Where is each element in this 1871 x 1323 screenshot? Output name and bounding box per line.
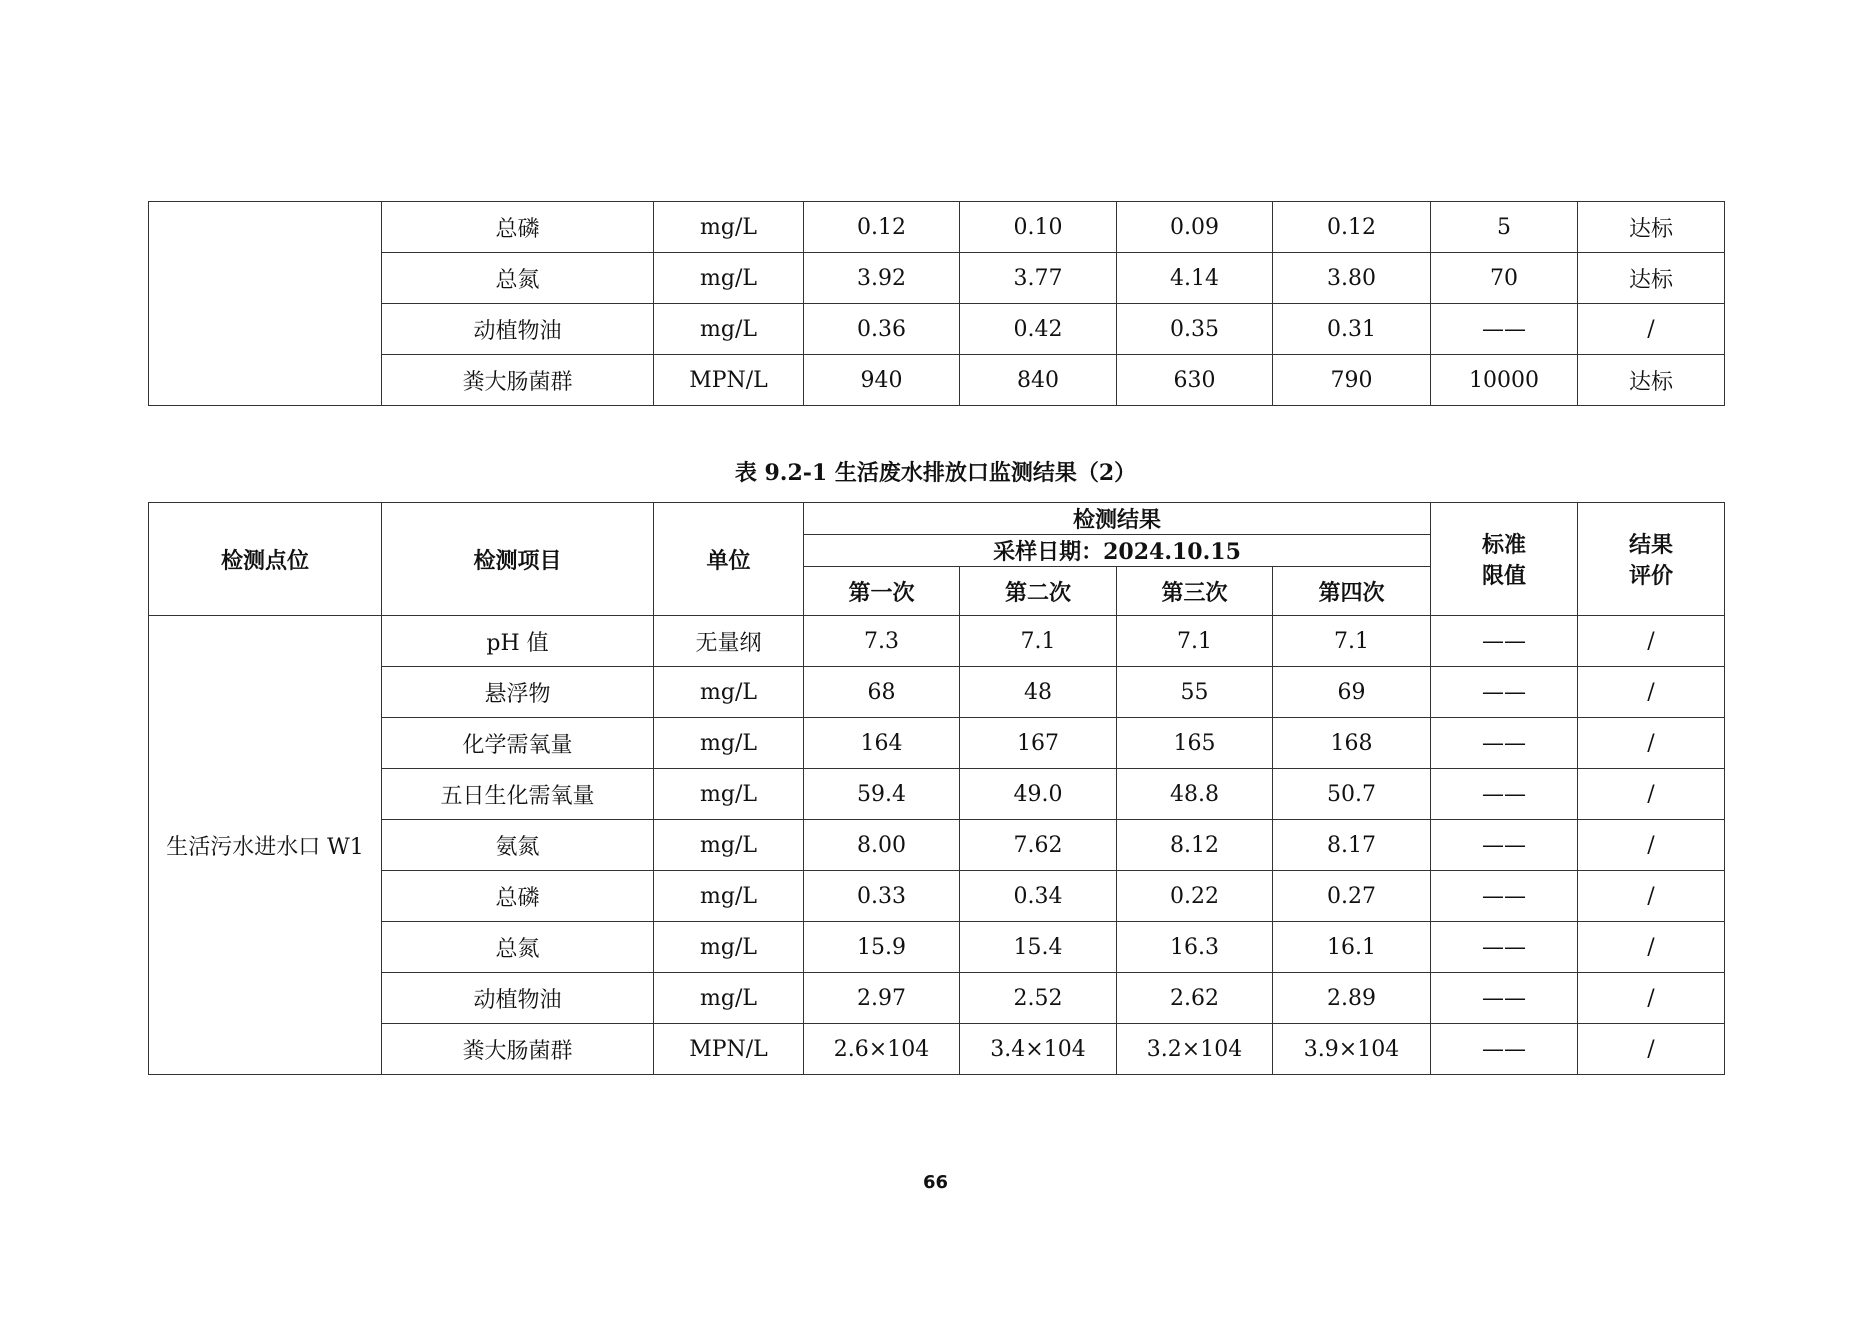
run-3-cell: 2.62 xyxy=(1117,973,1273,1024)
run-1-cell: 164 xyxy=(804,718,960,769)
limit-cell: 5 xyxy=(1431,202,1578,253)
item-cell: 动植物油 xyxy=(382,304,654,355)
item-cell: 总磷 xyxy=(382,202,654,253)
run-2-cell: 0.42 xyxy=(960,304,1117,355)
run-2-cell: 0.34 xyxy=(960,871,1117,922)
table-row xyxy=(149,922,1725,973)
run-1-cell: 8.00 xyxy=(804,820,960,871)
header-point: 检测点位 xyxy=(149,503,382,616)
run-4-cell: 0.27 xyxy=(1273,871,1431,922)
unit-cell: mg/L xyxy=(654,820,804,871)
run-1-cell: 2.97 xyxy=(804,973,960,1024)
run-2-cell: 48 xyxy=(960,667,1117,718)
run-3-cell: 8.12 xyxy=(1117,820,1273,871)
header-eval xyxy=(1578,503,1725,616)
header-run-2: 第二次 xyxy=(960,567,1117,616)
unit-cell: mg/L xyxy=(654,973,804,1024)
header-limit-line1: 标准 xyxy=(1482,532,1527,558)
eval-cell: 达标 xyxy=(1578,253,1725,304)
header-run-4: 第四次 xyxy=(1273,567,1431,616)
run-1-cell: 68 xyxy=(804,667,960,718)
item-cell: 粪大肠菌群 xyxy=(382,355,654,406)
run-4-cell: 0.31 xyxy=(1273,304,1431,355)
unit-cell: mg/L xyxy=(654,253,804,304)
eval-cell: / xyxy=(1578,304,1725,355)
header-eval-line1: 结果 xyxy=(1629,532,1674,558)
run-3-cell: 630 xyxy=(1117,355,1273,406)
run-2-cell: 7.1 xyxy=(960,616,1117,667)
run-3-cell: 0.22 xyxy=(1117,871,1273,922)
item-cell: 五日生化需氧量 xyxy=(382,769,654,820)
eval-cell: / xyxy=(1578,973,1725,1024)
eval-cell: 达标 xyxy=(1578,202,1725,253)
run-1-cell: 3.92 xyxy=(804,253,960,304)
header-item: 检测项目 xyxy=(382,503,654,616)
item-cell: 粪大肠菌群 xyxy=(382,1024,654,1075)
run-4-cell: 7.1 xyxy=(1273,616,1431,667)
table-row xyxy=(149,973,1725,1024)
eval-cell: / xyxy=(1578,616,1725,667)
unit-cell: MPN/L xyxy=(654,355,804,406)
eval-cell: / xyxy=(1578,820,1725,871)
table-row xyxy=(149,718,1725,769)
run-3-cell: 0.09 xyxy=(1117,202,1273,253)
run-4-cell: 50.7 xyxy=(1273,769,1431,820)
table-row xyxy=(149,304,1725,355)
run-3-cell: 48.8 xyxy=(1117,769,1273,820)
limit-cell: —— xyxy=(1431,922,1578,973)
limit-cell: —— xyxy=(1431,616,1578,667)
run-4-cell: 790 xyxy=(1273,355,1431,406)
table-row xyxy=(149,253,1725,304)
table-row xyxy=(149,769,1725,820)
run-2-cell: 3.77 xyxy=(960,253,1117,304)
table-row xyxy=(149,616,1725,667)
run-1-cell: 0.36 xyxy=(804,304,960,355)
unit-cell: mg/L xyxy=(654,769,804,820)
unit-cell: mg/L xyxy=(654,202,804,253)
run-3-cell: 165 xyxy=(1117,718,1273,769)
unit-cell: mg/L xyxy=(654,304,804,355)
unit-cell: 无量纲 xyxy=(654,616,804,667)
run-2-cell: 15.4 xyxy=(960,922,1117,973)
run-4-cell: 0.12 xyxy=(1273,202,1431,253)
item-cell: 化学需氧量 xyxy=(382,718,654,769)
limit-cell: —— xyxy=(1431,820,1578,871)
item-cell: pH 值 xyxy=(382,616,654,667)
header-eval-line2: 评价 xyxy=(1629,563,1674,589)
limit-cell: 70 xyxy=(1431,253,1578,304)
point-cell: 生活污水进水口 W1 xyxy=(149,616,382,1075)
run-4-cell: 16.1 xyxy=(1273,922,1431,973)
header-unit: 单位 xyxy=(654,503,804,616)
eval-cell: / xyxy=(1578,769,1725,820)
table-row xyxy=(149,871,1725,922)
run-4-cell: 3.80 xyxy=(1273,253,1431,304)
item-cell: 动植物油 xyxy=(382,973,654,1024)
top-results-table xyxy=(148,201,1725,406)
run-1-cell: 59.4 xyxy=(804,769,960,820)
unit-cell: MPN/L xyxy=(654,1024,804,1075)
item-cell: 总氮 xyxy=(382,922,654,973)
header-run-3: 第三次 xyxy=(1117,567,1273,616)
unit-cell: mg/L xyxy=(654,718,804,769)
table-row xyxy=(149,1024,1725,1075)
run-4-cell: 69 xyxy=(1273,667,1431,718)
run-2-cell: 49.0 xyxy=(960,769,1117,820)
item-cell: 总氮 xyxy=(382,253,654,304)
run-1-cell: 7.3 xyxy=(804,616,960,667)
run-3-cell: 7.1 xyxy=(1117,616,1273,667)
run-2-cell: 167 xyxy=(960,718,1117,769)
run-4-cell: 3.9×104 xyxy=(1273,1024,1431,1075)
run-2-cell: 2.52 xyxy=(960,973,1117,1024)
limit-cell: —— xyxy=(1431,871,1578,922)
run-2-cell: 3.4×104 xyxy=(960,1024,1117,1075)
limit-cell: —— xyxy=(1431,718,1578,769)
eval-cell: / xyxy=(1578,1024,1725,1075)
unit-cell: mg/L xyxy=(654,871,804,922)
run-1-cell: 940 xyxy=(804,355,960,406)
item-cell: 总磷 xyxy=(382,871,654,922)
table-row xyxy=(149,667,1725,718)
table-row xyxy=(149,202,1725,253)
limit-cell: —— xyxy=(1431,667,1578,718)
run-1-cell: 0.12 xyxy=(804,202,960,253)
main-results-table xyxy=(148,502,1725,1075)
run-3-cell: 0.35 xyxy=(1117,304,1273,355)
run-4-cell: 168 xyxy=(1273,718,1431,769)
run-2-cell: 7.62 xyxy=(960,820,1117,871)
limit-cell: —— xyxy=(1431,769,1578,820)
table-row xyxy=(149,355,1725,406)
page-number: 66 xyxy=(922,1172,949,1193)
run-1-cell: 2.6×104 xyxy=(804,1024,960,1075)
item-cell: 悬浮物 xyxy=(382,667,654,718)
table-caption: 表 9.2-1 生活废水排放口监测结果（2） xyxy=(734,460,1137,486)
item-cell: 氨氮 xyxy=(382,820,654,871)
run-2-cell: 840 xyxy=(960,355,1117,406)
run-1-cell: 0.33 xyxy=(804,871,960,922)
run-3-cell: 55 xyxy=(1117,667,1273,718)
header-sampling-date: 采样日期：2024.10.15 xyxy=(804,535,1431,567)
run-3-cell: 16.3 xyxy=(1117,922,1273,973)
header-run-1: 第一次 xyxy=(804,567,960,616)
header-results: 检测结果 xyxy=(804,503,1431,535)
eval-cell: / xyxy=(1578,871,1725,922)
unit-cell: mg/L xyxy=(654,922,804,973)
run-1-cell: 15.9 xyxy=(804,922,960,973)
run-4-cell: 8.17 xyxy=(1273,820,1431,871)
run-3-cell: 3.2×104 xyxy=(1117,1024,1273,1075)
run-3-cell: 4.14 xyxy=(1117,253,1273,304)
run-4-cell: 2.89 xyxy=(1273,973,1431,1024)
eval-cell: / xyxy=(1578,667,1725,718)
unit-cell: mg/L xyxy=(654,667,804,718)
run-2-cell: 0.10 xyxy=(960,202,1117,253)
point-cell xyxy=(149,202,382,406)
limit-cell: —— xyxy=(1431,973,1578,1024)
table-row xyxy=(149,820,1725,871)
limit-cell: —— xyxy=(1431,304,1578,355)
limit-cell: —— xyxy=(1431,1024,1578,1075)
eval-cell: / xyxy=(1578,718,1725,769)
eval-cell: / xyxy=(1578,922,1725,973)
limit-cell: 10000 xyxy=(1431,355,1578,406)
header-limit-line2: 限值 xyxy=(1482,563,1527,589)
header-limit xyxy=(1431,503,1578,616)
eval-cell: 达标 xyxy=(1578,355,1725,406)
